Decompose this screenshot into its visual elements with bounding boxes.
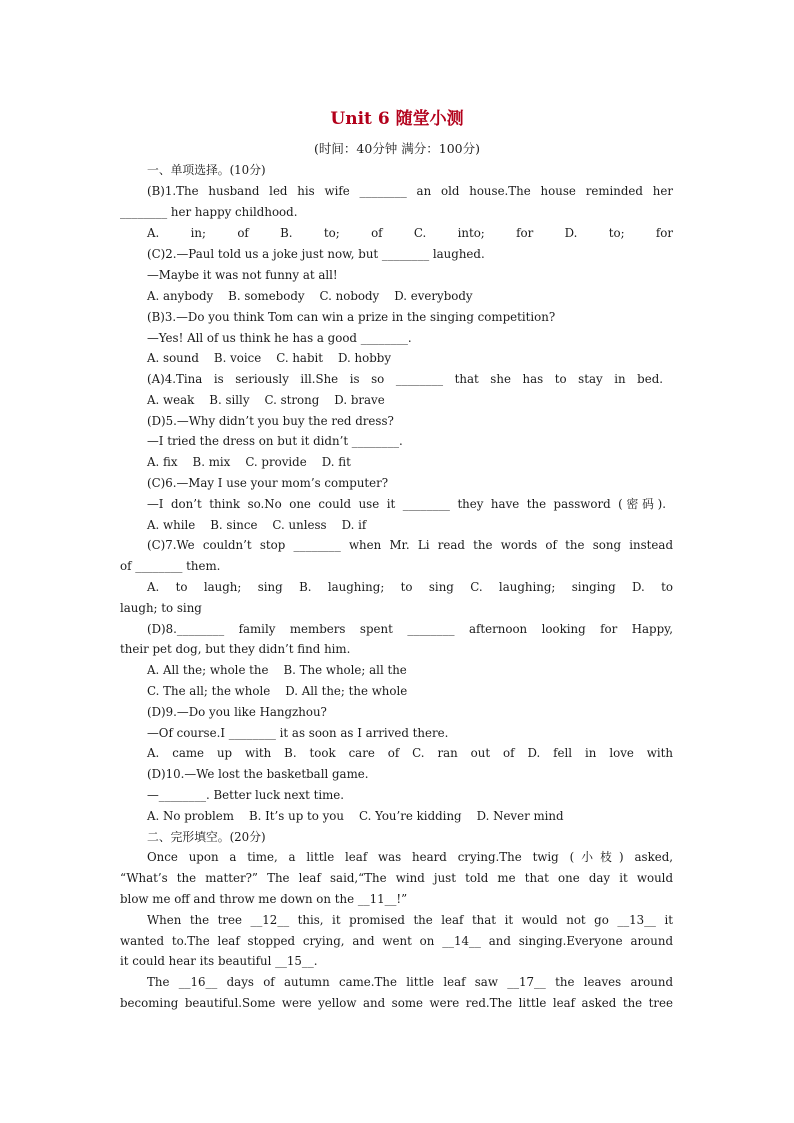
text-line — [0, 454, 794, 471]
text-line — [0, 662, 794, 679]
line-text: Once upon a time, a little leaf was heard crying.The twig (小枝) asked, — [147, 850, 673, 864]
title-text: Unit 6 随堂小测 — [330, 109, 464, 129]
line-text: When the tree __12__ this, it promised the leaf that it would not go __13__ it — [147, 913, 673, 927]
text-line — [0, 183, 794, 200]
line-text: —I don’t think so.No one could use it ________ they have the password (密码). — [147, 497, 666, 511]
line-text: —Yes! All of us think he has a good ________. — [147, 331, 412, 345]
text-line — [0, 953, 794, 970]
text-line — [0, 162, 794, 179]
text-line — [0, 204, 794, 221]
text-line — [0, 974, 794, 991]
text-line — [0, 725, 794, 742]
text-line — [0, 267, 794, 284]
line-text: A. No problem B. It’s up to you C. You’re kidding D. Never mind — [147, 809, 564, 823]
text-line — [0, 766, 794, 783]
text-line — [0, 745, 794, 762]
text-line — [0, 579, 794, 596]
text-line — [0, 309, 794, 326]
line-text: their pet dog, but they didn’t find him. — [120, 642, 351, 656]
text-line — [0, 891, 794, 908]
line-text: —________. Better luck next time. — [147, 788, 345, 802]
line-text: A. All the; whole the B. The whole; all the — [147, 663, 407, 677]
line-text: “What’s the matter?” The leaf said,“The wind just told me that one day it would — [120, 871, 673, 885]
line-text: —Of course.I ________ it as soon as I arrived there. — [147, 726, 449, 740]
line-text: (C)7.We couldn’t stop ________ when Mr. Li read the words of the song instead — [147, 538, 673, 552]
line-text: A. fix B. mix C. provide D. fit — [147, 455, 351, 469]
text-line — [0, 849, 794, 866]
text-line — [0, 704, 794, 721]
line-text: it could hear its beautiful __15__. — [120, 954, 318, 968]
line-text: (C)6.—May I use your mom’s computer? — [147, 476, 389, 490]
line-text: —I tried the dress on but it didn’t ________. — [147, 434, 403, 448]
line-text: (D)5.—Why didn’t you buy the red dress? — [147, 414, 394, 428]
line-text: A. to laugh; sing B. laughing; to sing C. laughing; singing D. to — [147, 580, 673, 594]
text-line — [0, 475, 794, 492]
text-line — [0, 371, 794, 388]
line-text: The __16__ days of autumn came.The little leaf saw __17__ the leaves around — [147, 975, 673, 989]
line-text: A. weak B. silly C. strong D. brave — [147, 393, 385, 407]
line-text: A. while B. since C. unless D. if — [147, 518, 367, 532]
text-line — [0, 433, 794, 450]
line-text: laugh; to sing — [120, 601, 202, 615]
line-text: wanted to.The leaf stopped crying, and went on __14__ and singing.Everyone around — [120, 934, 673, 948]
text-line — [0, 537, 794, 554]
text-line — [0, 413, 794, 430]
text-line — [0, 683, 794, 700]
line-text: (B)1.The husband led his wife ________ an old house.The house reminded her — [147, 184, 673, 198]
line-text: A. came up with B. took care of C. ran out of D. fell in love with — [147, 746, 673, 760]
line-text: 一、单项选择。(10分) — [147, 163, 266, 177]
text-line — [0, 288, 794, 305]
text-line — [0, 517, 794, 534]
text-line — [0, 330, 794, 347]
line-text: 二、完形填空。(20分) — [147, 830, 266, 844]
line-text: A. in; of B. to; of C. into; for D. to; for — [147, 226, 673, 240]
line-text: becoming beautiful.Some were yellow and some were red.The little leaf asked the tree — [120, 996, 673, 1010]
line-text: of ________ them. — [120, 559, 221, 573]
text-line — [0, 787, 794, 804]
text-line — [0, 246, 794, 263]
page-title — [0, 104, 794, 129]
line-text: (D)9.—Do you like Hangzhou? — [147, 705, 327, 719]
text-line — [0, 912, 794, 929]
text-line — [0, 350, 794, 367]
text-line — [0, 558, 794, 575]
text-line — [0, 225, 794, 242]
exam-meta: (时间：40分钟 满分：100分) — [314, 141, 480, 156]
text-line — [0, 808, 794, 825]
line-text: (C)2.—Paul told us a joke just now, but ________ laughed. — [147, 247, 485, 261]
text-line — [0, 933, 794, 950]
text-line — [0, 870, 794, 887]
line-text: (A)4.Tina is seriously ill.She is so ________ that she has to stay in bed. — [147, 372, 663, 386]
line-text: —Maybe it was not funny at all! — [147, 268, 338, 282]
line-text: (B)3.—Do you think Tom can win a prize in the singing competition? — [147, 310, 556, 324]
line-text: (D)10.—We lost the basketball game. — [147, 767, 369, 781]
line-text: C. The all; the whole D. All the; the whole — [147, 684, 408, 698]
text-line — [0, 829, 794, 846]
line-text: A. sound B. voice C. habit D. hobby — [147, 351, 392, 365]
text-line — [0, 496, 794, 513]
line-text: (D)8.________ family members spent ________ afternoon looking for Happy, — [147, 622, 673, 636]
text-line — [0, 600, 794, 617]
text-line — [0, 995, 794, 1012]
line-text: ________ her happy childhood. — [120, 205, 298, 219]
text-line — [0, 392, 794, 409]
text-line — [0, 641, 794, 658]
text-line — [0, 621, 794, 638]
line-text: blow me off and throw me down on the __11__!” — [120, 892, 408, 906]
line-text: A. anybody B. somebody C. nobody D. everybody — [147, 289, 473, 303]
